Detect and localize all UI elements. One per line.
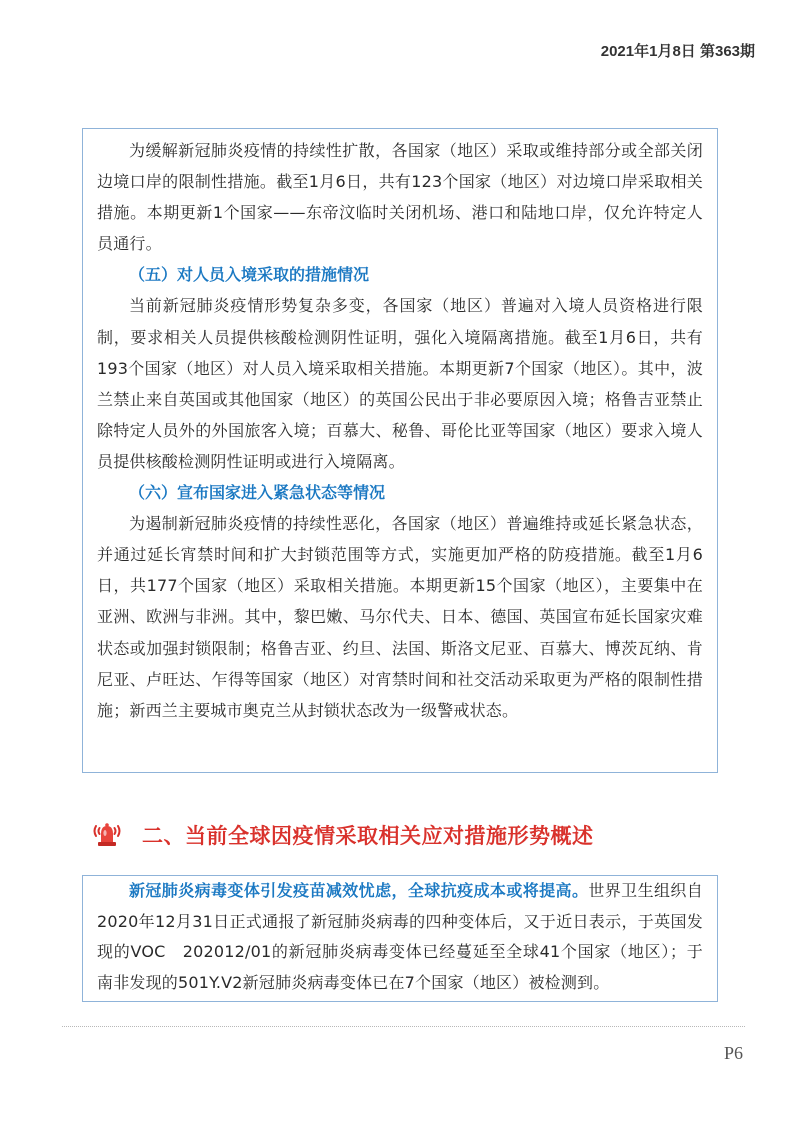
paragraph-border-closures: 为缓解新冠肺炎疫情的持续性扩散，各国家（地区）采取或维持部分或全部关闭边境口岸的限制性措施。截至1月6日，共有123个国家（地区）对边境口岸采取相关措施。本期更新1个国家——东帝汶临时关闭机场、港口和陆地口岸，仅允许特定人员通行。 — [97, 141, 703, 254]
subheading-emergency-status: （六）宣布国家进入紧急状态等情况 — [129, 483, 386, 503]
paragraph-emergency-status: 为遏制新冠肺炎疫情的持续性恶化，各国家（地区）普遍维持或延长紧急状态，并通过延长宵禁时间和扩大封锁范围等方式，实施更加严格的防疫措施。截至1月6日，共177个国家（地区）采取相关措施。本期更新15个国家（地区），主要集中在亚洲、欧洲与非洲。其中，黎巴嫩、马尔代夫、日本、德国、英国宣布延长国家灾难状态或加强封锁限制；格鲁吉亚、约旦、法国、斯洛文尼亚、百慕大、博茨瓦纳、肯尼亚、卢旺达、乍得等国家（地区）对宵禁时间和社交活动采取更为严格的限制性措施；新西兰主要城市奥克兰从封锁状态改为一级警戒状态。 — [97, 514, 703, 720]
footer-divider — [62, 1026, 745, 1027]
subheading-entry-measures: （五）对人员入境采取的措施情况 — [129, 265, 370, 285]
body-text: 世界卫生组织自2020年12月31日正式通报了新冠肺炎病毒的四种变体后，又于近日表示，于英国发现的VOC 202012/01的新冠肺炎病毒变体已经蔓延至全球41个国家（地区）；于南非发现的501Y.V2新冠肺炎病毒变体已在7个国家（地区）被检测到。 — [97, 881, 703, 992]
issue-date-header: 2021年1月8日 第363期 — [600, 43, 755, 60]
alarm-bell-icon — [90, 818, 124, 852]
lead-sentence: 新冠肺炎病毒变体引发疫苗减效忧虑，全球抗疫成本或将提高。 — [129, 881, 589, 900]
content-box-overview — [82, 875, 718, 1002]
section-title: 二、当前全球因疫情采取相关应对措施形势概述 — [142, 824, 594, 848]
content-box-measures — [82, 128, 718, 773]
paragraph-variant-overview — [97, 876, 703, 998]
paragraph-entry-measures: 当前新冠肺炎疫情形势复杂多变，各国家（地区）普遍对入境人员资格进行限制，要求相关人员提供核酸检测阴性证明，强化入境隔离措施。截至1月6日，共有193个国家（地区）对人员入境采取相关措施。本期更新7个国家（地区）。其中，波兰禁止来自英国或其他国家（地区）的英国公民出于非必要原因入境；格鲁吉亚禁止除特定人员外的外国旅客入境；百慕大、秘鲁、哥伦比亚等国家（地区）要求入境人员提供核酸检测阴性证明或进行入境隔离。 — [97, 296, 703, 471]
section-heading — [90, 818, 594, 852]
page-number: P6 — [723, 1043, 743, 1063]
